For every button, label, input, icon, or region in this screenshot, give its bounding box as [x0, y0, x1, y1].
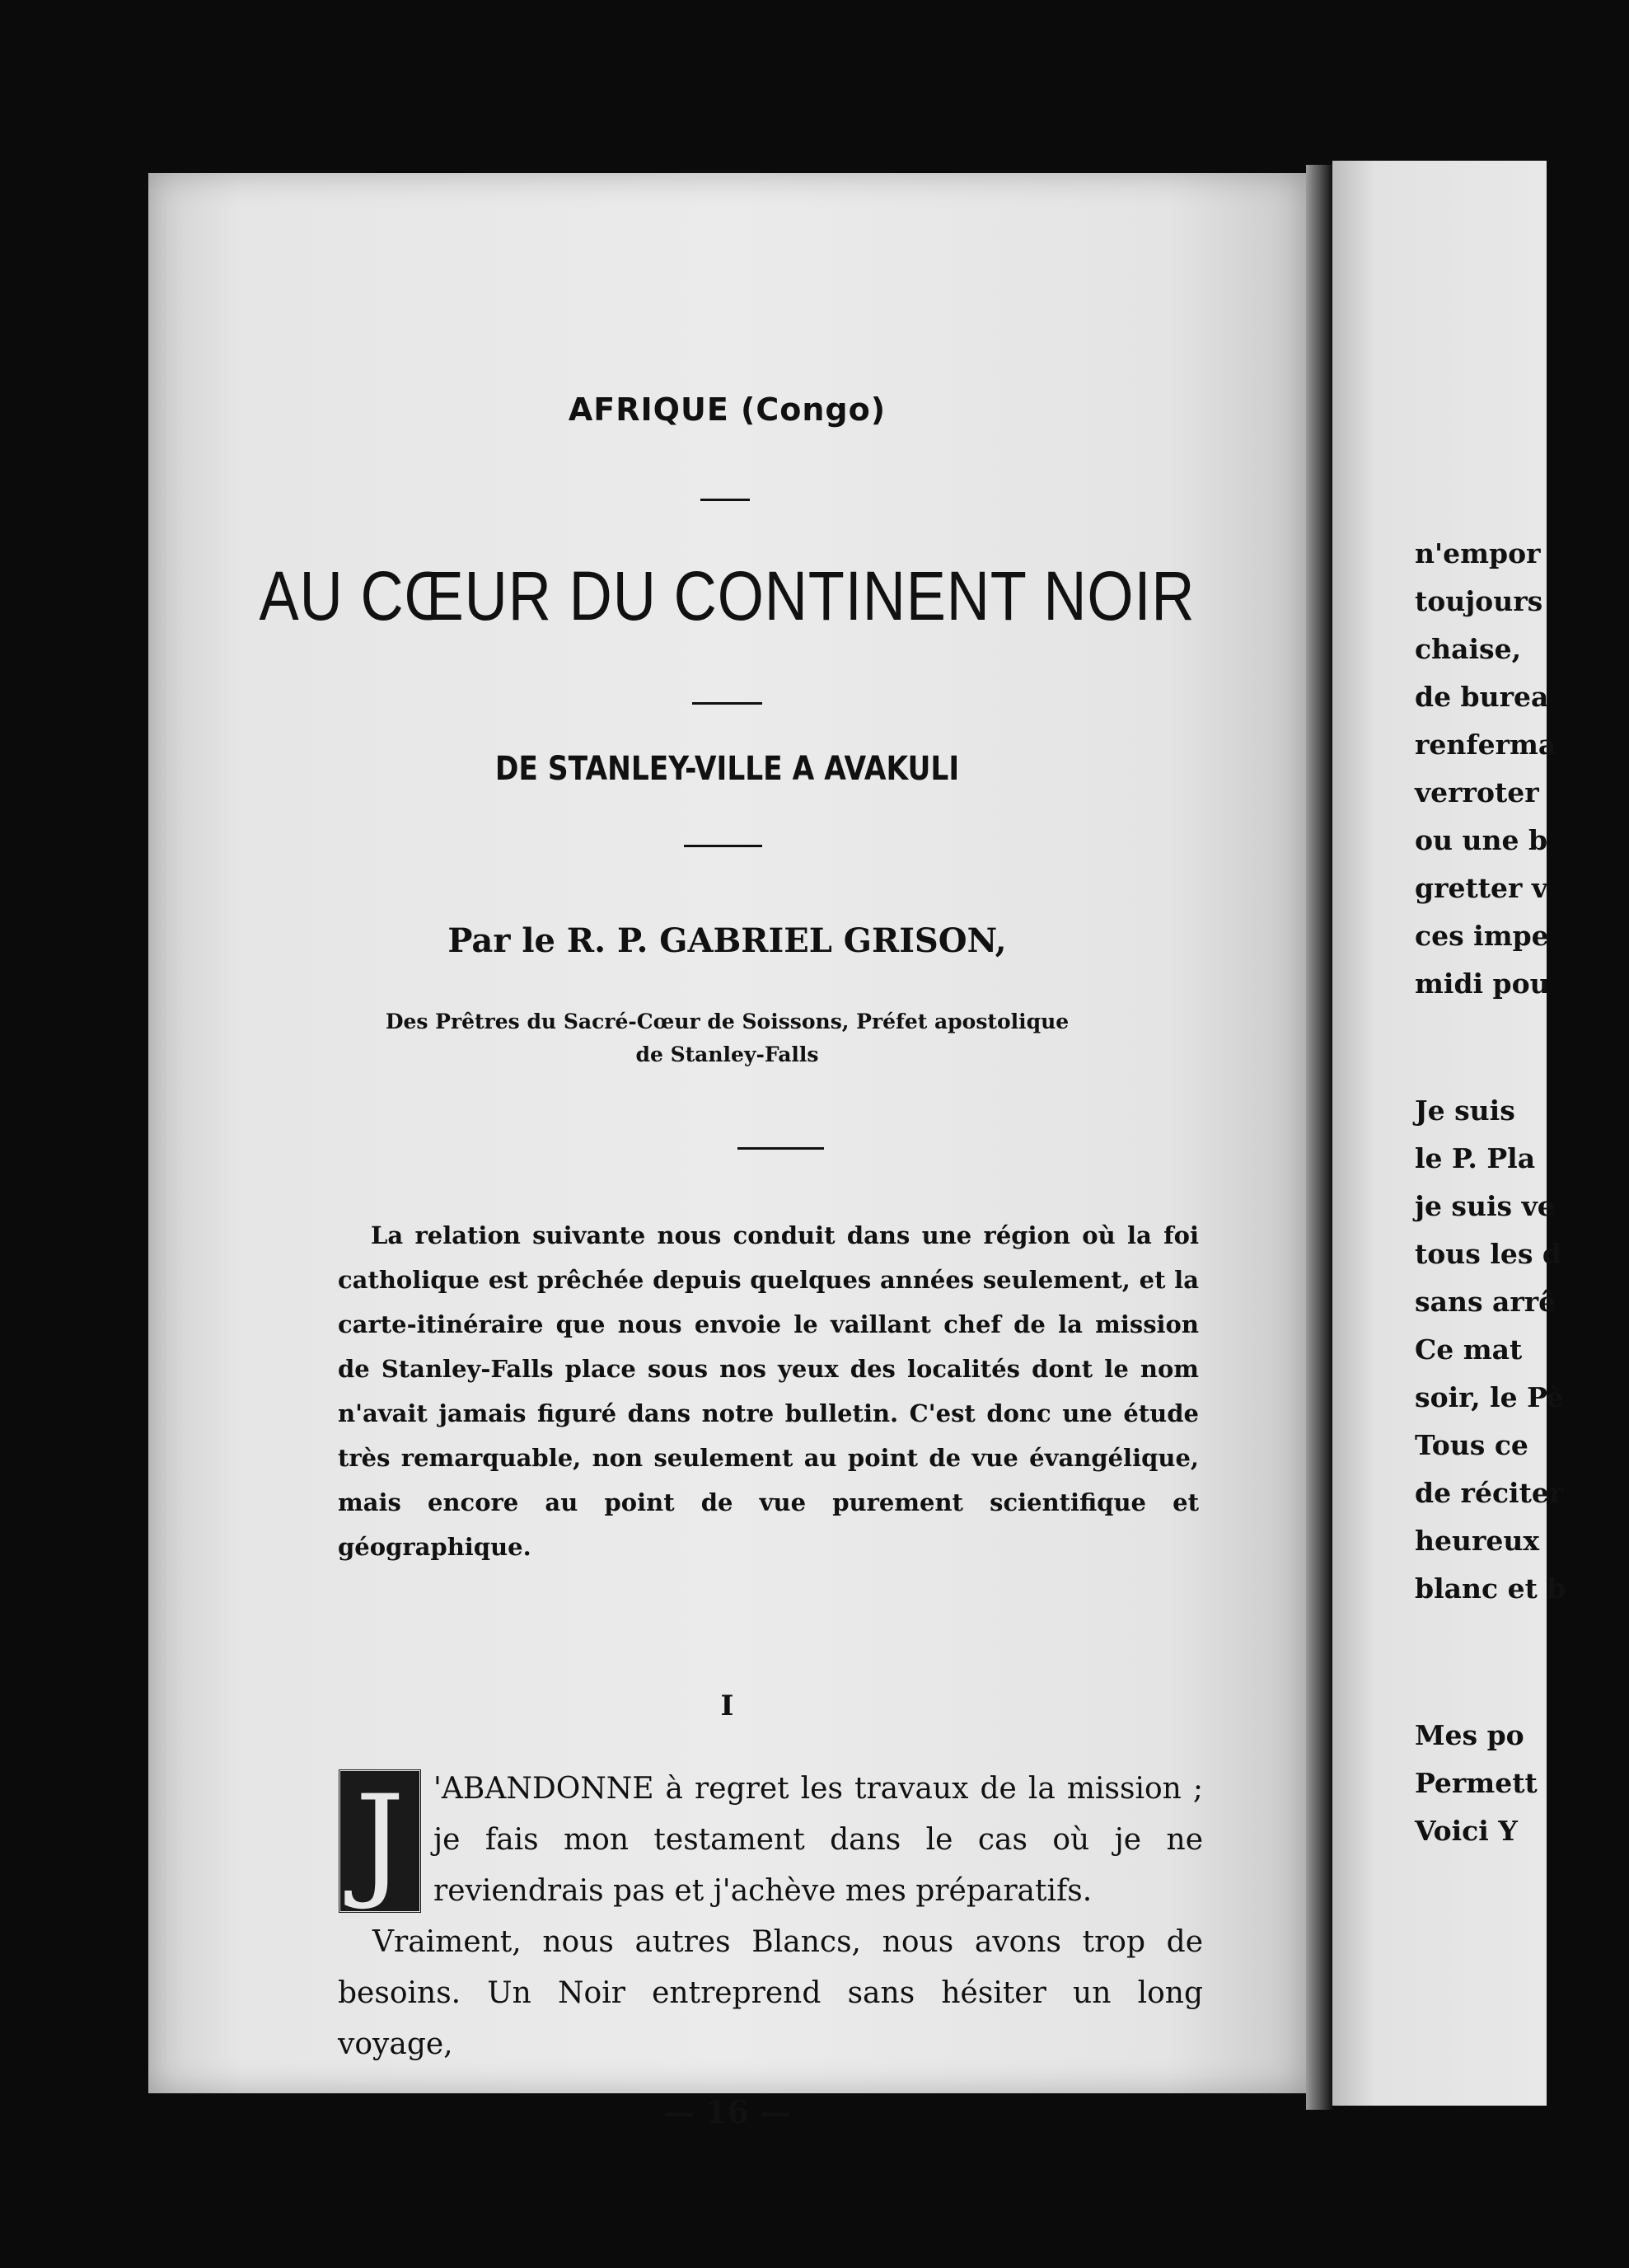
right-page-line: ou une b [1415, 824, 1548, 856]
right-page-line: de burea [1415, 681, 1549, 713]
dropcap-letter: J [338, 1769, 422, 1914]
right-page-line: le P. Pla [1415, 1142, 1536, 1174]
section-heading: AFRIQUE (Congo) [568, 391, 887, 428]
rule-3 [684, 845, 762, 847]
right-page-text [1415, 530, 1629, 1855]
rule-2 [692, 702, 762, 705]
body-paragraph-1: 'ABANDONNE à regret les travaux de la mission ; je fais mon testament dans le cas où je ne reviendrais pas et j'achève mes préparatifs. [433, 1772, 1203, 1908]
right-page-line: tous les d [1415, 1238, 1561, 1270]
right-page-line: de réciter [1415, 1477, 1564, 1509]
body-text [338, 1764, 1203, 2070]
right-page-line: soir, le Pè [1415, 1381, 1565, 1413]
right-page-line: Permett [1415, 1767, 1538, 1799]
left-page [148, 173, 1306, 2130]
right-page-line: chaise, [1415, 633, 1522, 665]
right-page-line: heureux [1415, 1525, 1540, 1557]
affiliation-line-1: Des Prêtres du Sacré-Cœur de Soissons, Préfet apostolique [385, 1010, 1070, 1033]
right-page-line: toujours [1415, 585, 1543, 617]
book-gutter [1306, 165, 1332, 2110]
intro-paragraph: La relation suivante nous conduit dans une région où la foi catholique est prêchée depuis quelques années seulement, et la carte-itinéraire que nous envoie le vaillant chef de la mission de Stanley-Falls place sous nos yeux des localités dont le nom n'avait jamais figuré dans notre bulletin. C'est donc une étude très remarquable, non seulement au point de vue évangélique, mais encore au point de vue purement scientifique et géographique. [338, 1221, 1199, 1561]
article-subtitle: DE STANLEY-VILLE A AVAKULI [494, 750, 960, 788]
right-page-line: gretter v [1415, 872, 1547, 904]
right-page-line: sans arrê [1415, 1286, 1556, 1318]
right-page-line: Je suis [1415, 1094, 1515, 1127]
right-page-line: je suis ve [1415, 1190, 1555, 1222]
right-page-line: Ce mat [1415, 1333, 1523, 1366]
right-page-line: n'empor [1415, 537, 1541, 569]
rule-1 [700, 499, 750, 501]
right-page-line: blanc et b [1415, 1572, 1566, 1605]
spacer [1415, 1613, 1629, 1712]
right-page-line: Tous ce [1415, 1429, 1528, 1461]
body-paragraph-2: Vraiment, nous autres Blancs, nous avons trop de besoins. Un Noir entreprend sans hésiter un long voyage, [338, 1925, 1203, 2061]
author-line: Par le R. P. GABRIEL GRISON, [447, 921, 1007, 960]
right-page-line: verroter [1415, 776, 1539, 808]
article-title: AU CŒUR DU CONTINENT NOIR [259, 557, 1196, 635]
rule-4 [737, 1147, 824, 1150]
affiliation-line-2: de Stanley-Falls [635, 1043, 819, 1066]
page-number: — 16 — [662, 2093, 792, 2130]
chapter-number: I [720, 1689, 734, 1722]
right-page-line: Voici Y [1415, 1815, 1518, 1847]
spacer [1415, 1008, 1629, 1087]
right-page-line: ces impe [1415, 920, 1549, 952]
right-page-line: Mes po [1415, 1719, 1524, 1751]
right-page-line: renferma [1415, 729, 1556, 761]
right-page [1332, 161, 1566, 2106]
affiliation [148, 1005, 1306, 1071]
right-page-line: midi pou [1415, 968, 1550, 1000]
